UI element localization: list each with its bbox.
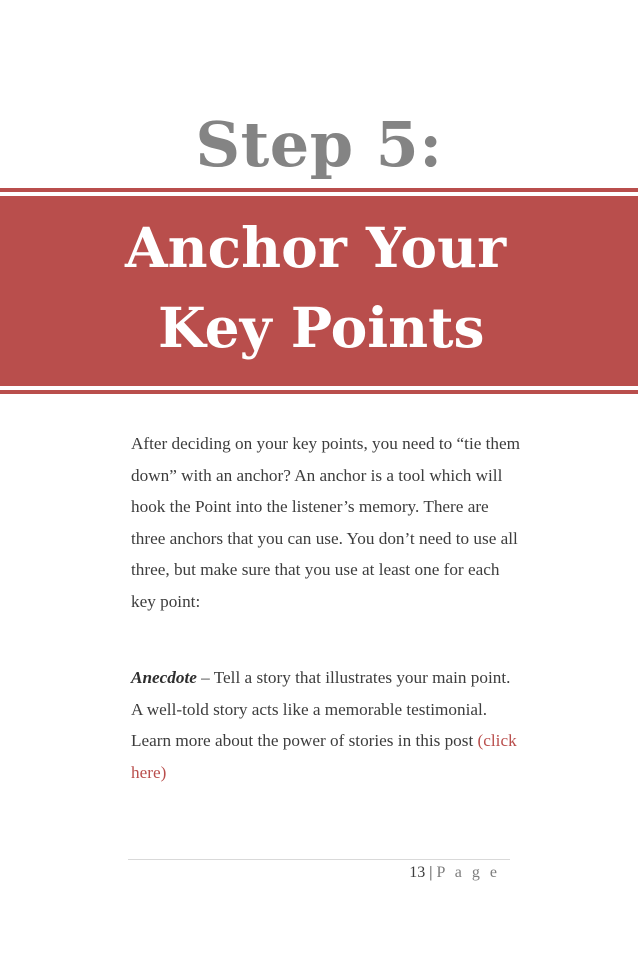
footer-rule: [128, 859, 510, 860]
anecdote-term: Anecdote: [131, 668, 197, 687]
banner-top-rule: [0, 188, 638, 192]
intro-paragraph: After deciding on your key points, you need to “tie them down” with an anchor? An anchor is a tool which will hook the Point into the listener’s memory. There are three anchors that you can use. You don’t need to use all three, but make sure that you use at least one for each key point:: [131, 434, 521, 611]
page-label: P a g e: [436, 864, 500, 881]
page-number: 13: [409, 864, 426, 881]
step-label: Step 5:: [195, 108, 443, 181]
banner-bottom-rule: [0, 390, 638, 394]
page-footer: [409, 864, 500, 882]
title-line-2: Key Points: [158, 295, 485, 360]
title-line-1: Anchor Your: [125, 215, 507, 280]
anecdote-paragraph: [131, 662, 521, 788]
anecdote-description: – Tell a story that illustrates your main point. A well-told story acts like a memorable testimonial. Learn more about the power of stories in this post: [131, 668, 511, 750]
footer-separator: |: [429, 864, 433, 881]
click-here-link[interactable]: (click here): [131, 731, 517, 782]
